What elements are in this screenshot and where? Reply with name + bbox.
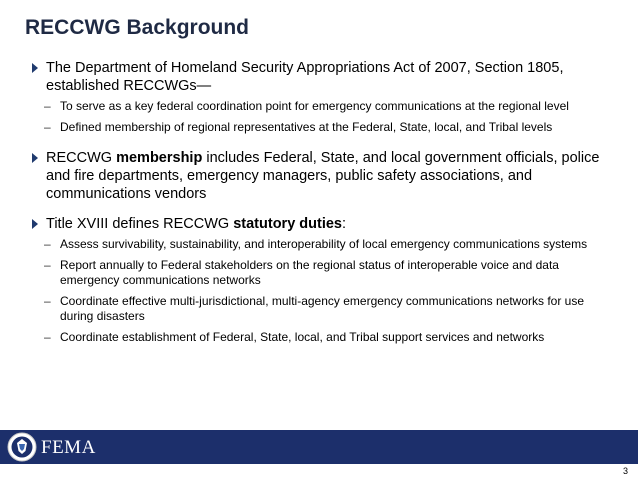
fema-logo: FEMA	[41, 437, 96, 458]
bullet-3-subs	[32, 237, 612, 345]
sub-item	[32, 120, 612, 135]
dash-icon: –	[44, 258, 51, 272]
sub-item-text: Coordinate effective multi-jurisdictional, multi-agency emergency communications networks for use during disasters	[60, 294, 585, 323]
bullet-1-subs	[32, 99, 612, 135]
dash-icon: –	[44, 120, 51, 134]
bullet-2-bold: membership	[116, 150, 203, 166]
dash-icon: –	[44, 99, 51, 113]
bullet-3-bold: statutory duties	[233, 216, 342, 232]
bullet-3-text-pre: Title XVIII defines RECCWG	[46, 216, 234, 232]
bullet-2	[32, 149, 612, 203]
sub-item	[32, 237, 612, 252]
dash-icon: –	[44, 237, 51, 251]
dash-icon: –	[44, 330, 51, 344]
bullet-triangle-icon	[32, 63, 38, 73]
bullet-2-text-pre: RECCWG	[46, 150, 117, 166]
page-number: 3	[622, 466, 628, 476]
sub-item	[32, 258, 612, 288]
footer-bar	[0, 430, 638, 464]
sub-item-text: Defined membership of regional representatives at the Federal, State, local, and Tribal levels	[60, 120, 553, 134]
sub-item-text: Coordinate establishment of Federal, State, local, and Tribal support services and networks	[60, 330, 545, 344]
slide-title: RECCWG Background	[25, 16, 250, 39]
sub-item-text: Report annually to Federal stakeholders on the regional status of interoperable voice and data emergency communications networks	[60, 258, 559, 287]
bullet-1	[32, 59, 612, 95]
sub-item	[32, 294, 612, 324]
bullet-2-text-post: includes Federal, State, and local government officials, police and fire departments, emergency managers, public safety associations, and communications vendors	[46, 150, 600, 202]
dhs-seal-icon	[7, 432, 37, 462]
slide-content	[32, 59, 612, 351]
sub-item	[32, 330, 612, 345]
sub-item-text: Assess survivability, sustainability, and interoperability of local emergency communications systems	[60, 237, 588, 251]
sub-item	[32, 99, 612, 114]
bullet-1-text: The Department of Homeland Security Appropriations Act of 2007, Section 1805, established RECCWGs—	[46, 60, 564, 94]
sub-item-text: To serve as a key federal coordination point for emergency communications at the regional level	[60, 99, 569, 113]
bullet-triangle-icon	[32, 153, 38, 163]
bullet-triangle-icon	[32, 219, 38, 229]
bullet-3	[32, 215, 612, 233]
bullet-3-text-post: :	[341, 216, 347, 232]
dash-icon: –	[44, 294, 51, 308]
